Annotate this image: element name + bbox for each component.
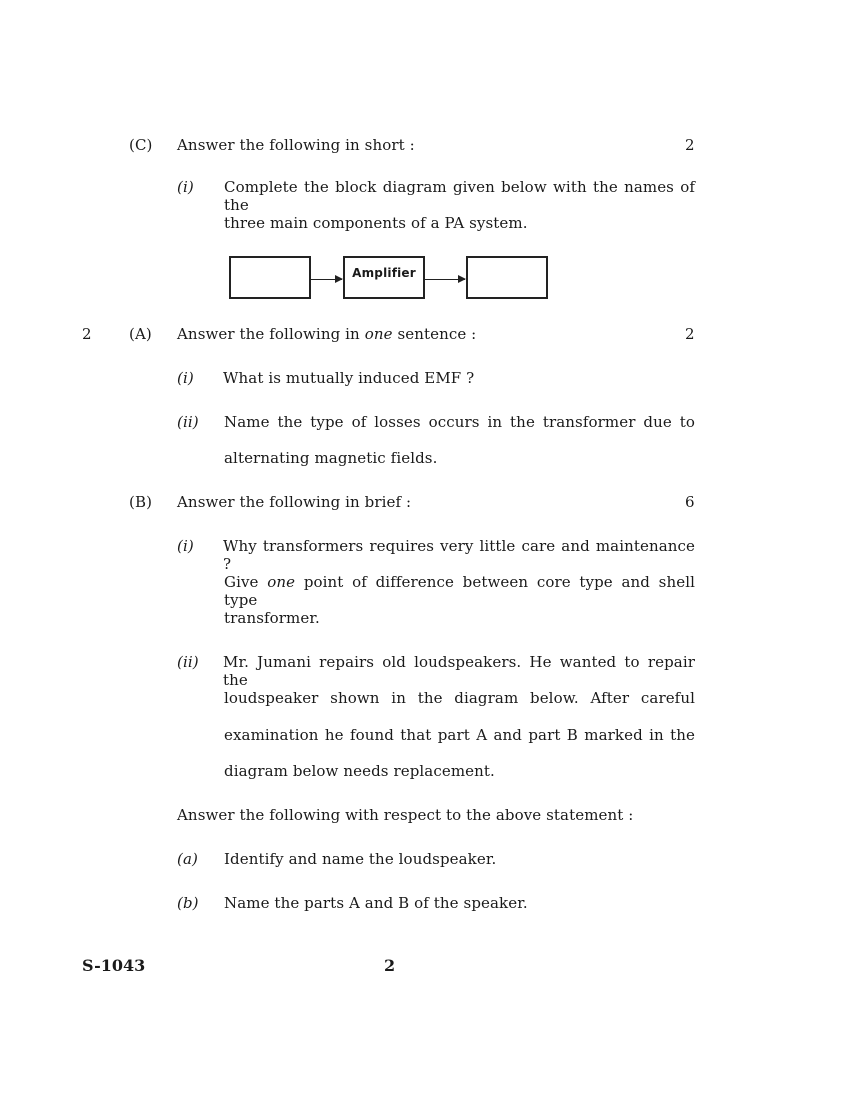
q2-b-ii-line1: Mr. Jumani repairs old loudspeakers. He wanted to repair the <box>223 653 695 689</box>
q2-b-ii-line4: diagram below needs replacement. <box>224 762 495 780</box>
amplifier-label: Amplifier <box>352 266 416 280</box>
q2-b-statement: Answer the following with respect to the above statement : <box>177 806 634 824</box>
arrow-right-icon <box>425 279 465 280</box>
q2-b-i-line3: transformer. <box>224 609 320 627</box>
q2-b-i-line1: Why transformers requires very little care and maintenance ? <box>223 537 695 573</box>
arrow-right-icon <box>311 279 342 280</box>
q2-b-b-label: (b) <box>177 894 199 912</box>
page-number: 2 <box>384 956 396 975</box>
q2-b-ii-label: (ii) <box>177 653 199 671</box>
q2-b-a-label: (a) <box>177 850 198 868</box>
q-c-i-label: (i) <box>177 178 194 196</box>
q2-a-i-text: What is mutually induced EMF ? <box>223 369 475 387</box>
q2-b-i-label: (i) <box>177 537 194 555</box>
q2-a-i-label: (i) <box>177 369 194 387</box>
block-output <box>466 256 548 299</box>
q2-a-label: (A) <box>129 325 152 343</box>
q-c-label: (C) <box>129 136 153 154</box>
q-c-i-line2: three main components of a PA system. <box>224 214 528 232</box>
q2-b-i-line2: Give one point of difference between core type and shell type <box>224 573 695 609</box>
block-input <box>229 256 311 299</box>
q2-number: 2 <box>82 325 92 343</box>
q-c-marks: 2 <box>685 136 695 154</box>
q-c-i-line1: Complete the block diagram given below with the names of the <box>224 178 695 214</box>
q2-b-b-text: Name the parts A and B of the speaker. <box>224 894 528 912</box>
q2-a-ii-line1: Name the type of losses occurs in the transformer due to <box>224 413 695 431</box>
q2-a-ii-line2: alternating magnetic fields. <box>224 449 438 467</box>
q2-a-marks: 2 <box>685 325 695 343</box>
q2-b-a-text: Identify and name the loudspeaker. <box>224 850 497 868</box>
q2-b-marks: 6 <box>685 493 695 511</box>
q2-a-title: Answer the following in one sentence : <box>177 325 477 343</box>
block-amplifier <box>343 256 425 299</box>
q2-b-label: (B) <box>129 493 153 511</box>
q-c-title: Answer the following in short : <box>177 136 415 154</box>
q2-b-ii-line2: loudspeaker shown in the diagram below. After careful <box>224 689 695 707</box>
q2-b-ii-line3: examination he found that part A and part B marked in the <box>224 726 695 744</box>
q2-b-title: Answer the following in brief : <box>177 493 412 511</box>
q2-a-ii-label: (ii) <box>177 413 199 431</box>
paper-code: S-1043 <box>82 956 146 975</box>
